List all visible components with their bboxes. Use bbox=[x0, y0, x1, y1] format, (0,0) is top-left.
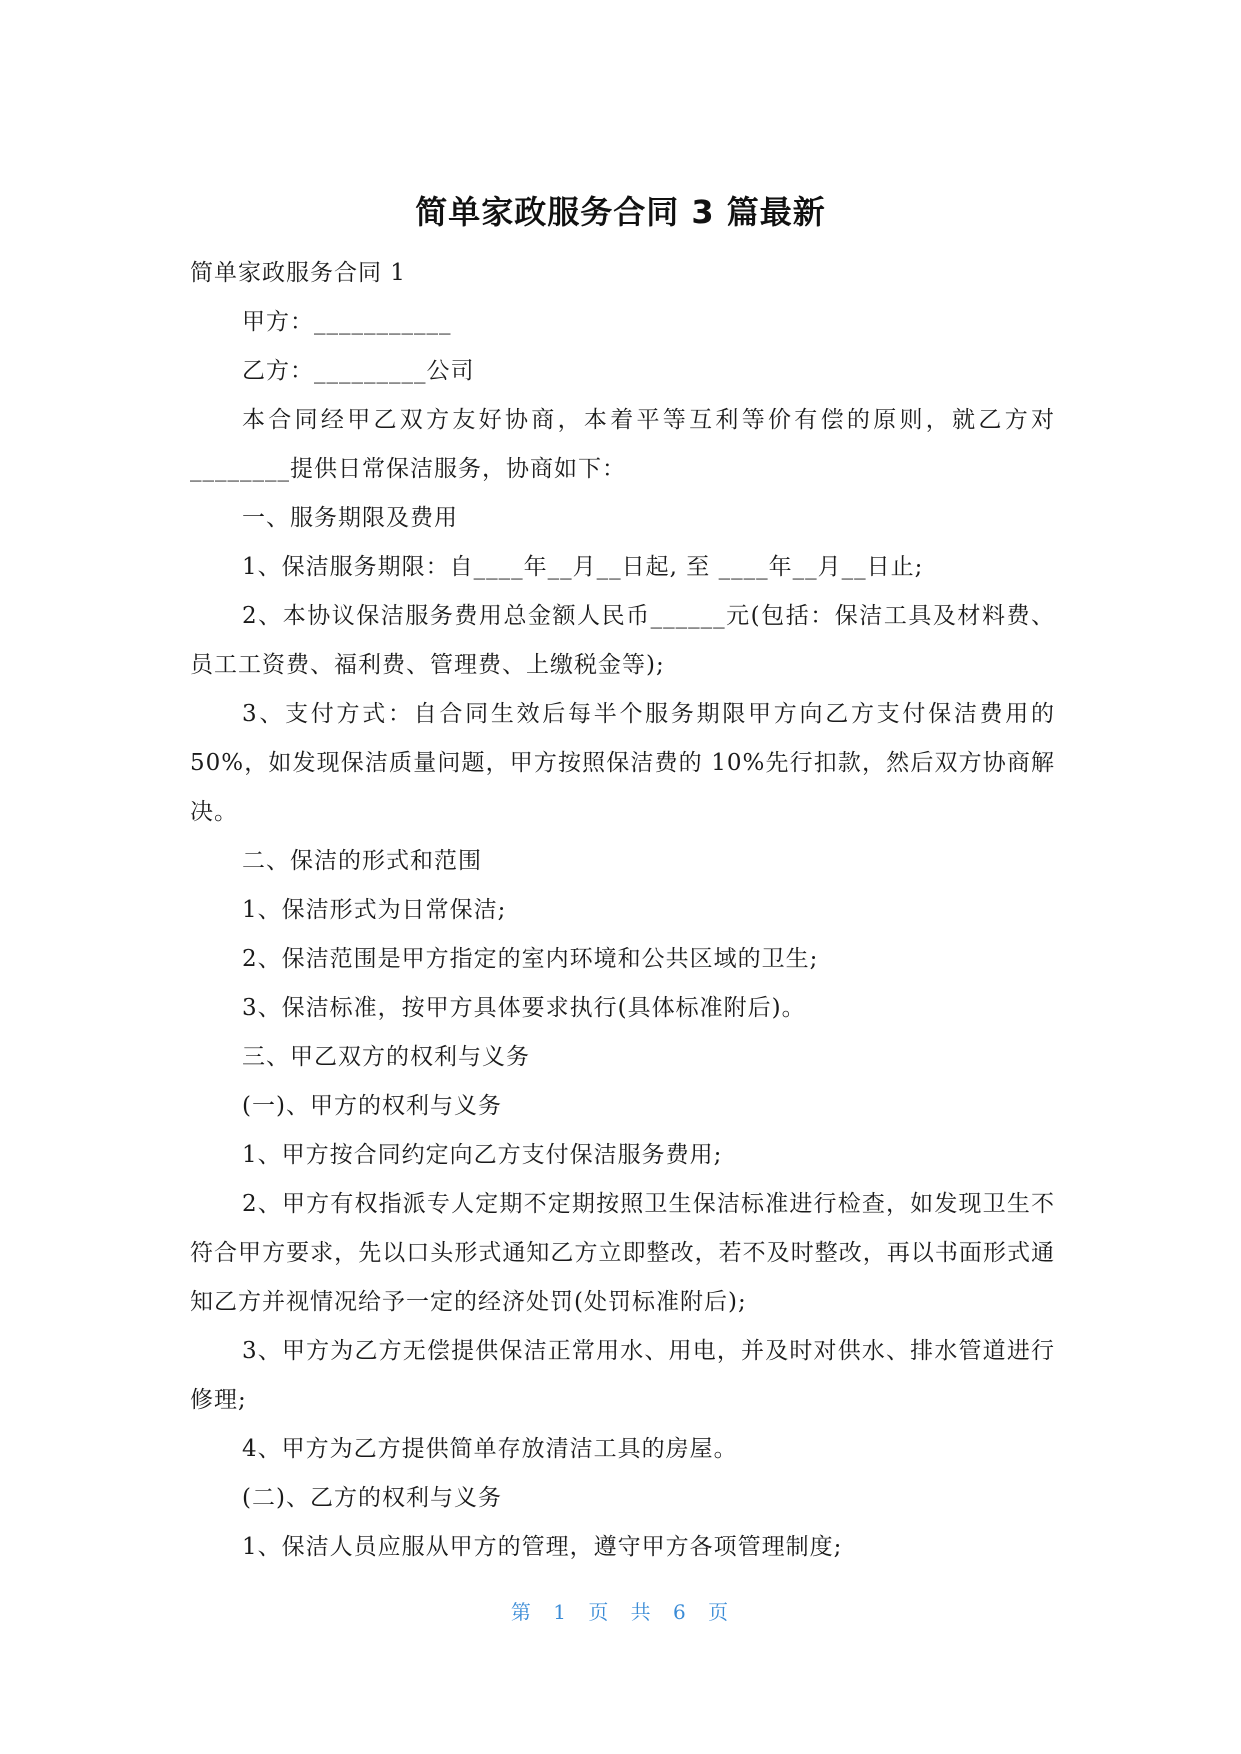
paragraph: 简单家政服务合同 1 bbox=[190, 260, 406, 286]
paragraph: 3、保洁标准，按甲方具体要求执行(具体标准附后)。 bbox=[242, 995, 806, 1021]
paragraph: 2、本协议保洁服务费用总金额人民币______元(包括：保洁工具及材料费、员工工资费、福利费、管理费、上缴税金等); bbox=[190, 603, 1055, 678]
paragraph: 3、支付方式：自合同生效后每半个服务期限甲方向乙方支付保洁费用的 50%，如发现保洁质量问题，甲方按照保洁费的 10%先行扣款，然后双方协商解决。 bbox=[190, 701, 1055, 825]
paragraph: 1、保洁服务期限：自____年__月__日起, 至 ____年__月__日止; bbox=[242, 554, 924, 580]
document-title: 简单家政服务合同 3 篇最新 bbox=[415, 193, 826, 231]
paragraph: 3、甲方为乙方无偿提供保洁正常用水、用电，并及时对供水、排水管道进行修理; bbox=[190, 1338, 1055, 1413]
paragraph: 4、甲方为乙方提供简单存放清洁工具的房屋。 bbox=[242, 1436, 738, 1462]
paragraph: 1、甲方按合同约定向乙方支付保洁服务费用; bbox=[242, 1142, 723, 1168]
paragraph: 甲方：___________ bbox=[242, 309, 452, 335]
paragraph: (一)、甲方的权利与义务 bbox=[242, 1093, 502, 1119]
paragraph: 2、保洁范围是甲方指定的室内环境和公共区域的卫生; bbox=[242, 946, 819, 972]
paragraph: 2、甲方有权指派专人定期不定期按照卫生保洁标准进行检查，如发现卫生不符合甲方要求，先以口头形式通知乙方立即整改，若不及时整改，再以书面形式通知乙方并视情况给予一定的经济处罚(处罚标准附后); bbox=[190, 1191, 1055, 1315]
paragraph: 1、保洁形式为日常保洁; bbox=[242, 897, 507, 923]
paragraph: 一、服务期限及费用 bbox=[242, 505, 458, 531]
paragraph: 三、甲乙双方的权利与义务 bbox=[242, 1044, 530, 1070]
paragraph: (二)、乙方的权利与义务 bbox=[242, 1485, 502, 1511]
paragraph: 乙方：_________公司 bbox=[242, 358, 475, 384]
document-body bbox=[190, 249, 1055, 1572]
paragraph: 本合同经甲乙双方友好协商，本着平等互利等价有偿的原则，就乙方对________提供日常保洁服务，协商如下： bbox=[190, 407, 1055, 482]
paragraph: 二、保洁的形式和范围 bbox=[242, 848, 482, 874]
paragraph: 1、保洁人员应服从甲方的管理，遵守甲方各项管理制度; bbox=[242, 1534, 843, 1560]
page-footer: 第 1 页 共 6 页 bbox=[510, 1600, 731, 1624]
